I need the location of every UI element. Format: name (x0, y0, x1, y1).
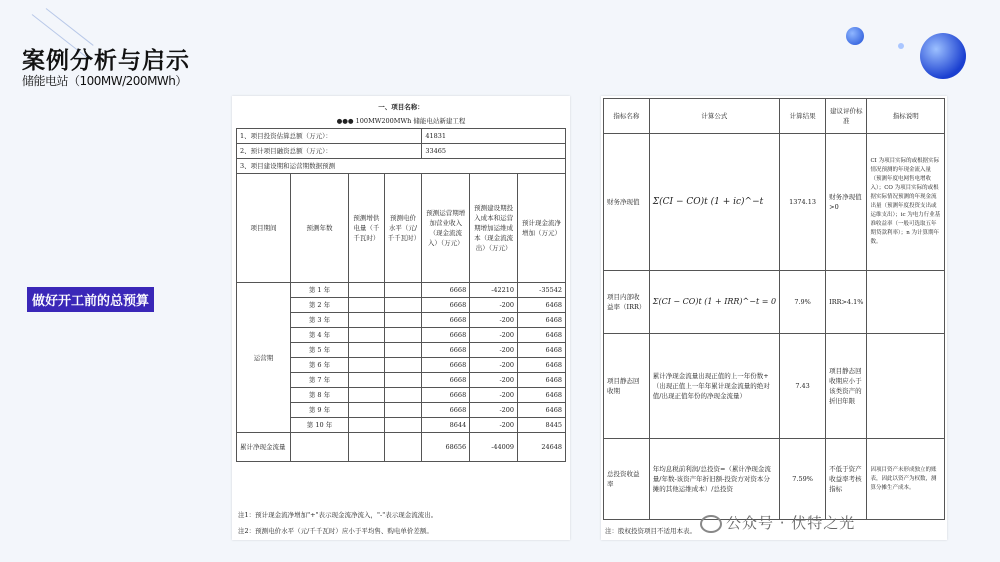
financing-value: 33465 (422, 144, 566, 159)
income-cell: 6668 (422, 343, 470, 358)
year-cell: 第 2 年 (290, 298, 348, 313)
project-name: ●●● 100MW200MWh 储能电站新建工程 (336, 117, 466, 125)
total-row (237, 433, 566, 462)
section-title: 一、项目名称： (378, 103, 424, 111)
table-row (237, 283, 566, 298)
total-income: 68656 (422, 433, 470, 462)
cost-cell: -200 (470, 328, 518, 343)
year-cell: 第 4 年 (290, 328, 348, 343)
indicator-document (601, 96, 947, 540)
cost-cell: -200 (470, 298, 518, 313)
net-cell: 6468 (518, 403, 566, 418)
net-cell: 6468 (518, 328, 566, 343)
header-result: 计算结果 (780, 99, 826, 134)
header-formula: 计算公式 (649, 99, 779, 134)
result-cell: 7.43 (780, 334, 826, 439)
header-cost: 预测建设期投入成本和运营期增加运维成本（现金流流出）（万元） (470, 174, 518, 283)
year-cell: 第 8 年 (290, 388, 348, 403)
total-cost: -44009 (470, 433, 518, 462)
standard-cell: 财务净现值>0 (826, 134, 867, 271)
income-cell: 6668 (422, 388, 470, 403)
highlight-tag: 做好开工前的总预算 (27, 287, 154, 312)
desc-cell: CI 为项目实际的或根据实际情况预测的年现金流入量（预测年度电网售电增收入）；CO 为项目实际的或根据实际情况预测的年现金流出量（预测年度投资支出或运维支出）；ic 为电力行业基准收益率（一般可选取五年期贷款利率）；n 为计算期年数。 (867, 134, 945, 271)
income-cell: 6668 (422, 283, 470, 298)
year-cell: 第 3 年 (290, 313, 348, 328)
indicator-name: 总投资收益率 (604, 439, 650, 520)
decor-ball-small (846, 27, 864, 45)
formula-roi: 年均息税前利润/总投资=（累计净现金流量/年数-该资产年折旧额-投资方对资本分摊的其他运维成本）/总投资 (649, 439, 779, 520)
year-cell: 第 10 年 (290, 418, 348, 433)
desc-cell: 因项目资产未形成独立的账表，因此以资产为权数，测算分摊生产成本。 (867, 439, 945, 520)
indicator-name: 项目内部收益率（IRR） (604, 271, 650, 334)
income-cell: 6668 (422, 403, 470, 418)
decor-ball-dot (898, 43, 904, 49)
table-row (604, 439, 945, 520)
year-cell: 第 6 年 (290, 358, 348, 373)
standard-cell: IRR>4.1% (826, 271, 867, 334)
cost-cell: -200 (470, 313, 518, 328)
header-power: 预测增供电量（千千瓦时） (349, 174, 385, 283)
net-cell: 6468 (518, 373, 566, 388)
note-1: 注1：预计现金流净增加"+"表示现金流净流入，"-"表示现金流流出。 (238, 511, 438, 519)
investment-label: 1、项目投资估算总额（万元）： (237, 129, 422, 144)
investment-value: 41831 (422, 129, 566, 144)
income-cell: 6668 (422, 328, 470, 343)
watermark-text: 公众号 · 伏特之光 (726, 514, 856, 532)
year-cell: 第 5 年 (290, 343, 348, 358)
income-cell: 6668 (422, 298, 470, 313)
header-standard: 建议评价标准 (826, 99, 867, 134)
cost-cell: -200 (470, 373, 518, 388)
year-cell: 第 9 年 (290, 403, 348, 418)
header-income: 预测运营期增加营业收入（现金流流入）（万元） (422, 174, 470, 283)
net-cell: 6468 (518, 343, 566, 358)
budget-table (236, 100, 566, 462)
cost-cell: -200 (470, 343, 518, 358)
forecast-label: 3、项目建设期和运营期数据预测 (237, 159, 566, 174)
indicator-table (603, 98, 945, 520)
standard-cell: 项目静态回收期应小于该类资产的折旧年限 (826, 334, 867, 439)
table-row (604, 334, 945, 439)
formula-npv: Σ(CI − CO)t (1 + ic)^−t (649, 134, 779, 271)
wechat-icon (700, 515, 722, 533)
note-equity: 注：股权投资项目不适用本表。 (605, 527, 696, 535)
year-cell: 第 7 年 (290, 373, 348, 388)
header-years: 预测年数 (290, 174, 348, 283)
header-price: 预测电价水平（元/千千瓦时） (384, 174, 422, 283)
cost-cell: -200 (470, 418, 518, 433)
decor-line-2 (46, 8, 94, 46)
income-cell: 6668 (422, 358, 470, 373)
net-cell: 6468 (518, 298, 566, 313)
standard-cell: 不低于资产收益率考核指标 (826, 439, 867, 520)
indicator-name: 项目静态回收期 (604, 334, 650, 439)
formula-payback: 累计净现金流量出现正值的上一年份数+（出现正值上一年年累计现金流量的绝对值/出现正值年份的净现金流量） (649, 334, 779, 439)
income-cell: 6668 (422, 313, 470, 328)
net-cell: 8445 (518, 418, 566, 433)
net-cell: 6468 (518, 358, 566, 373)
cost-cell: -200 (470, 403, 518, 418)
header-desc: 指标说明 (867, 99, 945, 134)
page-title: 案例分析与启示 (22, 48, 190, 74)
budget-document (232, 96, 570, 540)
indicator-name: 财务净现值 (604, 134, 650, 271)
decor-ball-large (920, 33, 966, 79)
header-indicator: 指标名称 (604, 99, 650, 134)
watermark (700, 512, 855, 533)
table-row (604, 134, 945, 271)
year-cell: 第 1 年 (290, 283, 348, 298)
income-cell: 6668 (422, 373, 470, 388)
result-cell: 7.9% (780, 271, 826, 334)
result-cell: 1374.13 (780, 134, 826, 271)
net-cell: 6468 (518, 388, 566, 403)
income-cell: 8644 (422, 418, 470, 433)
result-cell: 7.59% (780, 439, 826, 520)
total-label: 累计净现金流量 (237, 433, 291, 462)
period-cell: 运营期 (237, 283, 291, 433)
total-net: 24648 (518, 433, 566, 462)
net-cell: -35542 (518, 283, 566, 298)
note-2: 注2：预测电价水平（元/千千瓦时）应小于平均售、购电单价差额。 (238, 527, 433, 535)
header-period: 项目期间 (237, 174, 291, 283)
header-net: 预计现金流净增加（万元） (518, 174, 566, 283)
formula-irr: Σ(CI − CO)t (1 + IRR)^−t = 0 (649, 271, 779, 334)
cost-cell: -200 (470, 358, 518, 373)
net-cell: 6468 (518, 313, 566, 328)
page-subtitle: 储能电站（100MW/200MWh） (22, 74, 187, 88)
desc-cell (867, 271, 945, 334)
cost-cell: -42210 (470, 283, 518, 298)
cost-cell: -200 (470, 388, 518, 403)
financing-label: 2、预计项目融资总额（万元）： (237, 144, 422, 159)
table-row (604, 271, 945, 334)
desc-cell (867, 334, 945, 439)
